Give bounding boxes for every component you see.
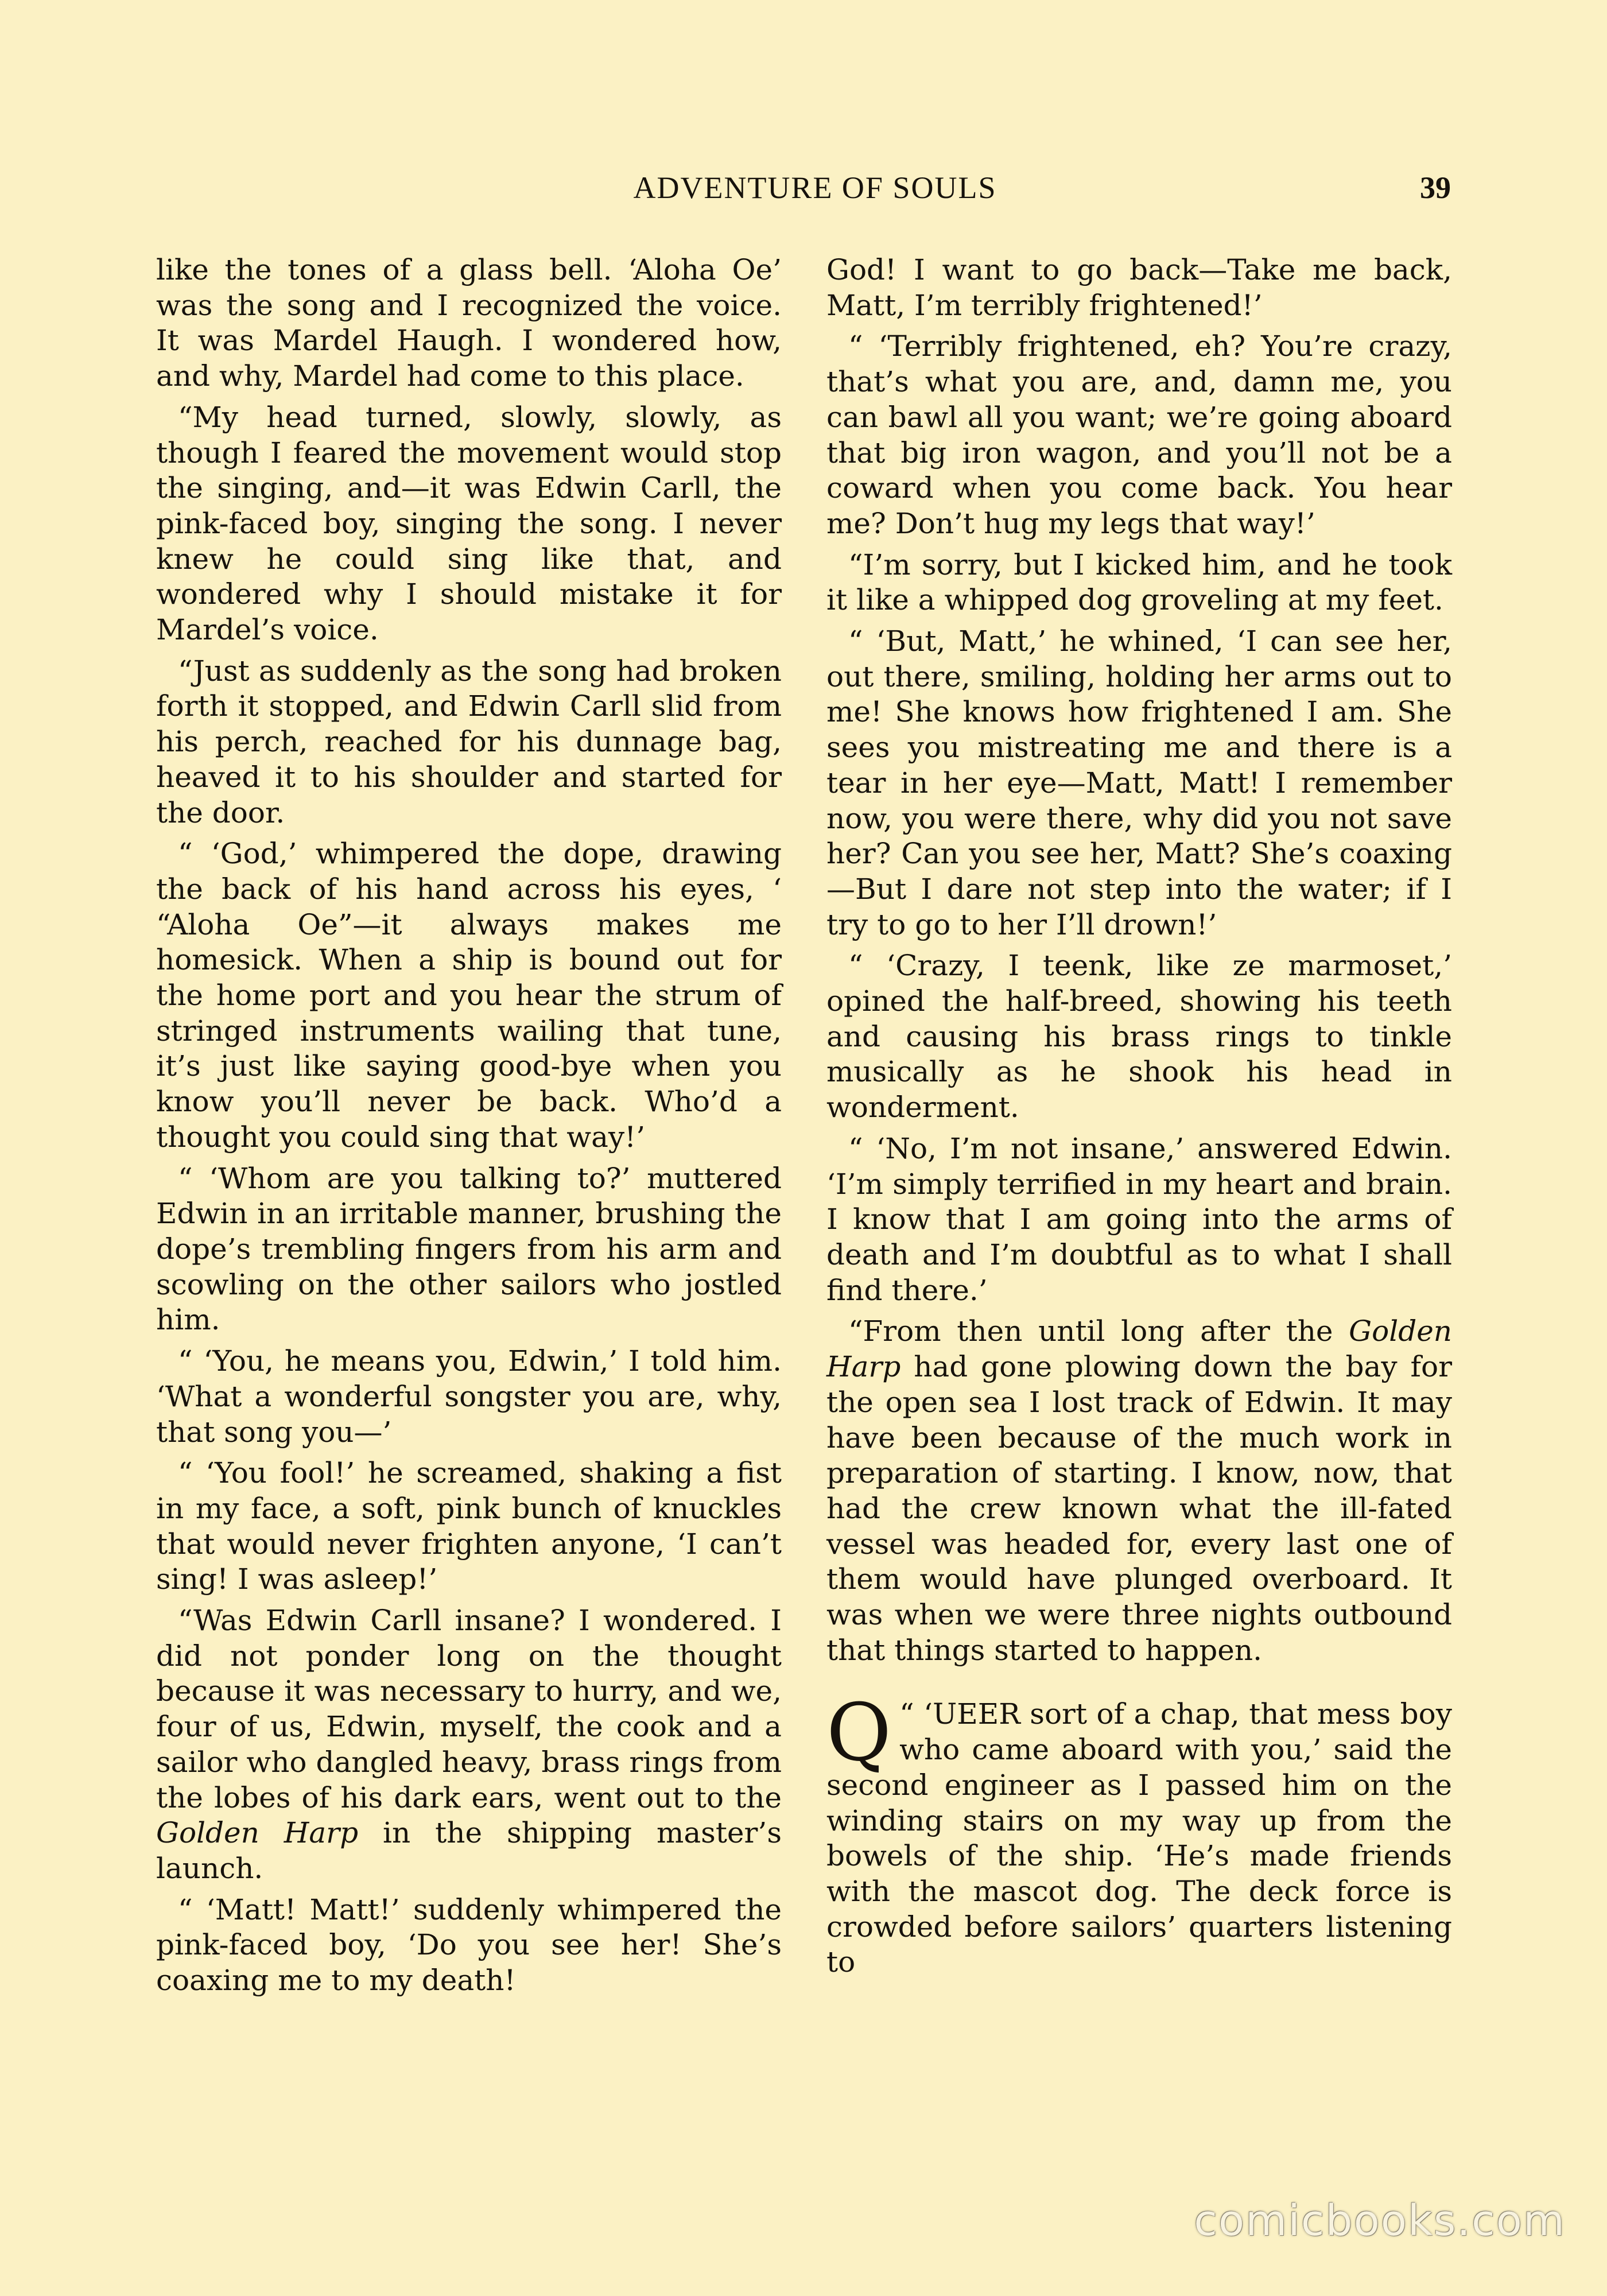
paragraph: “ ‘No, I’m not insane,’ answered Edwin. ‘I’m simply terrified in my heart and brain. I know that I am going into the arms of death and I’m doubtful as to what I shall find there.’ [826,1131,1452,1307]
watermark: comicbooks.com [1194,2196,1566,2245]
paragraph: “ ‘Whom are you talking to?’ muttered Edwin in an irritable manner, brushing the dope’s trembling fingers from his arm and scowling on the other sailors who jostled him. [156,1161,782,1337]
paragraph [826,1314,1452,1668]
paragraph: “ ‘But, Matt,’ he whined, ‘I can see her, out there, smiling, holding her arms out to me! She knows how frightened I am. She sees you mistreating me and there is a tear in her eye—Matt, Matt! I remember now, you were there, why did you not save her? Can you see her, Matt? She’s coaxing—But I dare not step into the water; if I try to go to her I’ll drown!’ [826,625,1452,941]
paragraph: “ ‘Terribly frightened, eh? You’re crazy, that’s what you are, and, damn me, you can bawl all you want; we’re going aboard that big iron wagon, and you’ll not be a coward when you come back. You hear me? Don’t hug my legs that way!’ [826,329,1452,540]
paragraph [156,1603,782,1887]
paragraph: “ ‘Matt! Matt!’ suddenly whimpered the pink-faced boy, ‘Do you see her! She’s coaxing me to my death! [156,1892,782,1998]
paragraph: “My head turned, slowly, slowly, as though I feared the movement would stop the singing, and—it was Edwin Carll, the pink-faced boy, singing the song. I never knew he could sing like that, and wondered why I should mistake it for Mardel’s voice. [156,400,782,647]
section-opening-paragraph [826,1686,1452,1980]
paragraph: “Just as suddenly as the song had broken forth it stopped, and Edwin Carll slid from his perch, reached for his dunnage bag, heaved it to his shoulder and started for the door. [156,654,782,829]
paragraph: “ ‘You fool!’ he screamed, shaking a fist in my face, a soft, pink bunch of knuckles that would never frighten anyone, ‘I can’t sing! I was asleep!’ [156,1456,782,1596]
page-number: 39 [1420,170,1451,205]
paragraph-text: in the shipping master’s launch. [156,1816,782,1885]
paragraph-text: “Was Edwin Carll insane? I wondered. I did not ponder long on the thought because it was necessary to hurry, and we, four of us, Edwin, myself, the cook and a sailor who dangled heavy, brass rings from the lobes of his dark ears, went out to the [156,1604,782,1814]
right-column [826,253,1452,1986]
left-column [156,253,782,2004]
paragraph: “I’m sorry, but I kicked him, and he took it like a whipped dog groveling at my feet. [826,548,1452,617]
paragraph: “ ‘Crazy, I teenk, like ze marmoset,’ opined the half-breed, showing his teeth and causing his brass rings to tinkle musically as he shook his head in wonderment. [826,949,1452,1124]
paragraph: like the tones of a glass bell. ‘Aloha Oe’ was the song and I recognized the voice. It was Mardel Haugh. I wondered how, and why, Mardel had come to this place. [156,253,782,393]
paragraph-text: UEER sort of a chap, that mess boy who came aboard with you,’ said the second engineer as I passed him on the winding stairs on my way up from the bowels of the ship. ‘He’s made friends with the mascot dog. The deck force is crowded before sailors’ quarters listening to [826,1697,1452,1979]
drop-cap: Q [826,1686,892,1779]
ship-name: Golden Harp [826,1314,1452,1384]
paragraph: “ ‘God,’ whimpered the dope, drawing the back of his hand across his eyes, ‘ “Aloha Oe”—it always makes me homesick. When a ship is bound out for the home port and you hear the strum of stringed instruments wailing that tune, it’s just like saying good-bye when you know you’ll never be back. Who’d a thought you could sing that way!’ [156,837,782,1154]
ship-name: Golden Harp [156,1816,359,1850]
paragraph-text: “From then until long after the [848,1314,1349,1348]
paragraph: “ ‘You, he means you, Edwin,’ I told him. ‘What a wonderful songster you are, why, that song you—’ [156,1344,782,1449]
opening-quote: “ ‘ [899,1697,933,1731]
running-head: ADVENTURE OF SOULS [633,170,997,205]
paragraph: God! I want to go back—Take me back, Matt, I’m terribly frightened!’ [826,253,1452,322]
paragraph-text: had gone plowing down the bay for the open sea I lost track of Edwin. It may have been because of the much work in preparation of starting. I know, now, that had the crew known what the ill-fated vessel was headed for, every last one of them would have plunged overboard. It was when we were three nights outbound that things started to happen. [826,1350,1452,1667]
